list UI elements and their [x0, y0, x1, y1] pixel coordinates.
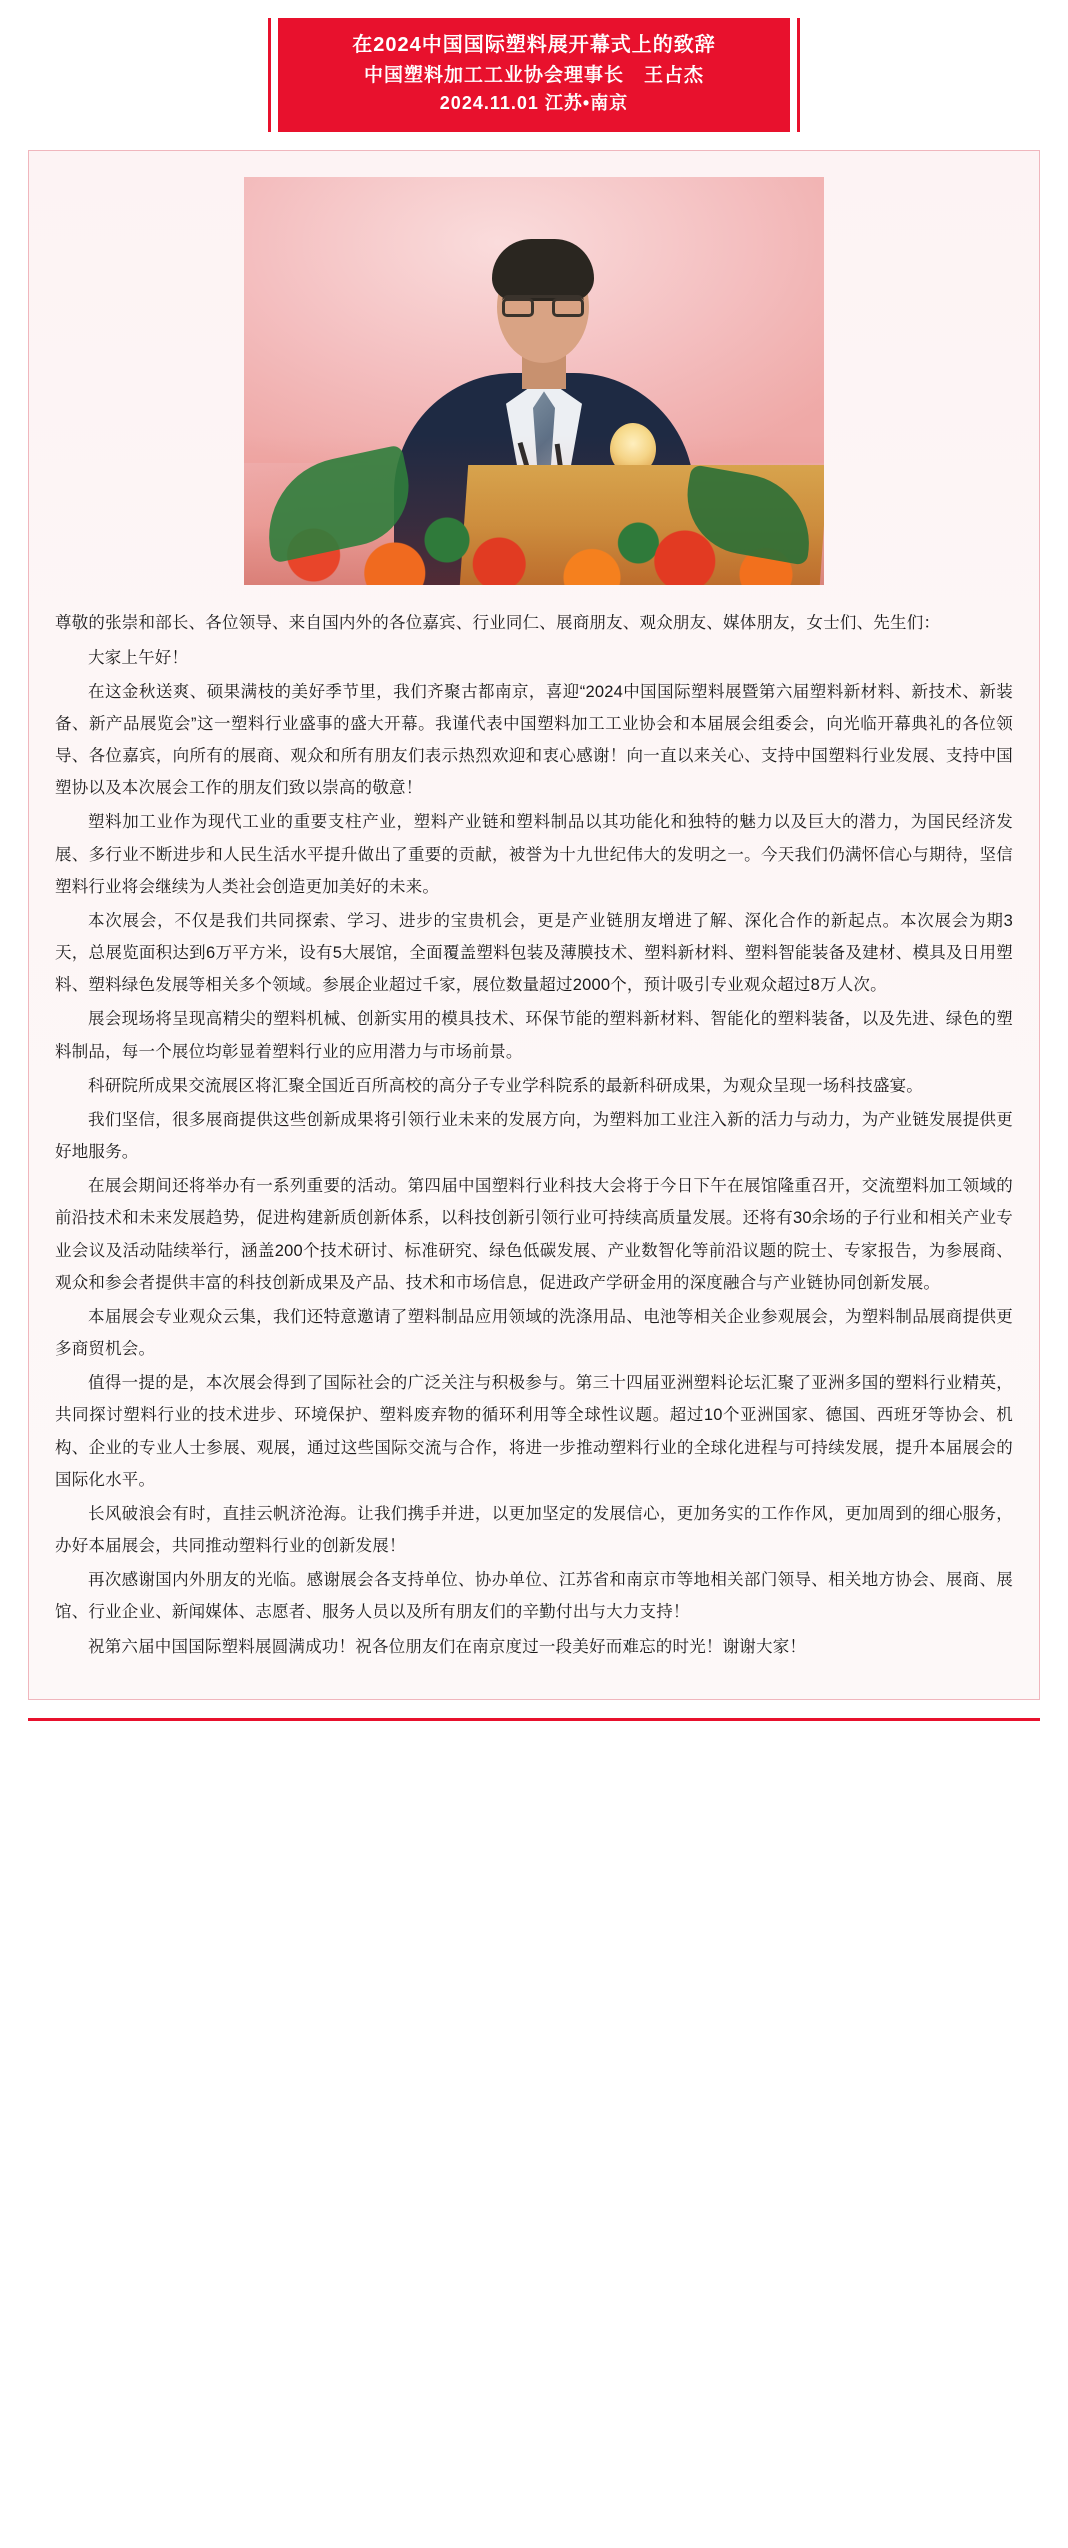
- paragraph: 在展会期间还将举办有一系列重要的活动。第四届中国塑料行业科技大会将于今日下午在展馆隆重召开，交流塑料加工领域的前沿技术和未来发展趋势，促进构建新质创新体系，以科技创新引领行业可持续高质量发展。还将有30余场的子行业和相关产业专业会议及活动陆续举行，涵盖200个技术研讨、标准研究、绿色低碳发展、产业数智化等前沿议题的院士、专家报告，为参展商、观众和参会者提供丰富的科技创新成果及产品、技术和市场信息，促进政产学研金用的深度融合与产业链协同创新发展。: [55, 1177, 1013, 1292]
- paragraph: 大家上午好！: [88, 648, 189, 667]
- header-banner-wrap: [0, 0, 1068, 146]
- paragraph: 我们坚信，很多展商提供这些创新成果将引领行业未来的发展方向，为塑料加工业注入新的活力与动力，为产业链发展提供更好地服务。: [55, 1110, 1013, 1162]
- speech-body: [55, 607, 1013, 1663]
- header-date-location: 2024.11.01 江苏•南京: [439, 93, 629, 114]
- speaker-photo: [244, 177, 824, 585]
- paragraph: 在这金秋送爽、硕果满枝的美好季节里，我们齐聚古都南京，喜迎“2024中国国际塑料展暨第六届塑料新材料、新技术、新装备、新产品展览会”这一塑料行业盛事的盛大开幕。我谨代表中国塑料加工工业协会和本届展会组委会，向光临开幕典礼的各位领导、各位嘉宾，向所有的展商、观众和所有朋友们表示热烈欢迎和衷心感谢！向一直以来关心、支持中国塑料行业发展、支持中国塑协以及本次展会工作的朋友们致以崇高的敬意！: [55, 682, 1013, 798]
- header-title: 在2024中国国际塑料展开幕式上的致辞: [352, 34, 716, 56]
- header-banner: [274, 18, 794, 132]
- paragraph: 本次展会，不仅是我们共同探索、学习、进步的宝贵机会，更是产业链朋友增进了解、深化合作的新起点。本次展会为期3天，总展览面积达到6万平方米，设有5大展馆，全面覆盖塑料包装及薄膜技术、塑料新材料、塑料智能装备及建材、模具及日用塑料、塑料绿色发展等相关多个领域。参展企业超过千家，展位数量超过2000个，预计吸引专业观众超过8万人次。: [55, 911, 1013, 995]
- content-card: [28, 150, 1040, 1700]
- paragraph: 值得一提的是，本次展会得到了国际社会的广泛关注与积极参与。第三十四届亚洲塑料论坛汇聚了亚洲多国的塑料行业精英，共同探讨塑料行业的技术进步、环境保护、塑料废弃物的循环利用等全球性议题。超过10个亚洲国家、德国、西班牙等协会、机构、企业的专业人士参展、观展，通过这些国际交流与合作，将进一步推动塑料行业的全球化进程与可持续发展，提升本届展会的国际化水平。: [55, 1374, 1013, 1489]
- salutation-paragraph: 尊敬的张崇和部长、各位领导、来自国内外的各位嘉宾、行业同仁、展商朋友、观众朋友、媒体朋友，女士们、先生们：: [55, 614, 941, 633]
- paragraph: 展会现场将呈现高精尖的塑料机械、创新实用的模具技术、环保节能的塑料新材料、智能化的塑料装备，以及先进、绿色的塑料制品，每一个展位均彰显着塑料行业的应用潜力与市场前景。: [55, 1010, 1013, 1061]
- photo-hair: [492, 239, 594, 301]
- paragraph: 塑料加工业作为现代工业的重要支柱产业，塑料产业链和塑料制品以其功能化和独特的魅力以及巨大的潜力，为国民经济发展、多行业不断进步和人民生活水平提升做出了重要的贡献，被誉为十九世纪伟大的发明之一。今天我们仍满怀信心与期待，坚信塑料行业将会继续为人类社会创造更加美好的未来。: [55, 813, 1013, 896]
- paragraph: 长风破浪会有时，直挂云帆济沧海。让我们携手并进，以更加坚定的发展信心，更加务实的工作作风，更加周到的细心服务，办好本届展会，共同推动塑料行业的创新发展！: [55, 1504, 1013, 1556]
- footer-rule: [28, 1718, 1040, 1721]
- paragraph: 祝第六届中国国际塑料展圆满成功！祝各位朋友们在南京度过一段美好而难忘的时光！谢谢大家！: [88, 1637, 807, 1656]
- photo-glasses: [502, 295, 584, 320]
- paragraph: 再次感谢国内外朋友的光临。感谢展会各支持单位、协办单位、江苏省和南京市等地相关部门领导、相关地方协会、展商、展馆、行业企业、新闻媒体、志愿者、服务人员以及所有朋友们的辛勤付出与大力支持！: [55, 1571, 1013, 1622]
- paragraph: 本届展会专业观众云集，我们还特意邀请了塑料制品应用领域的洗涤用品、电池等相关企业参观展会，为塑料制品展商提供更多商贸机会。: [55, 1307, 1013, 1359]
- photo-wrap: [55, 177, 1013, 585]
- paragraph: 科研院所成果交流展区将汇聚全国近百所高校的高分子专业学科院系的最新科研成果，为观众呈现一场科技盛宴。: [88, 1076, 923, 1095]
- header-subtitle: 中国塑料加工工业协会理事长 王占杰: [363, 65, 704, 86]
